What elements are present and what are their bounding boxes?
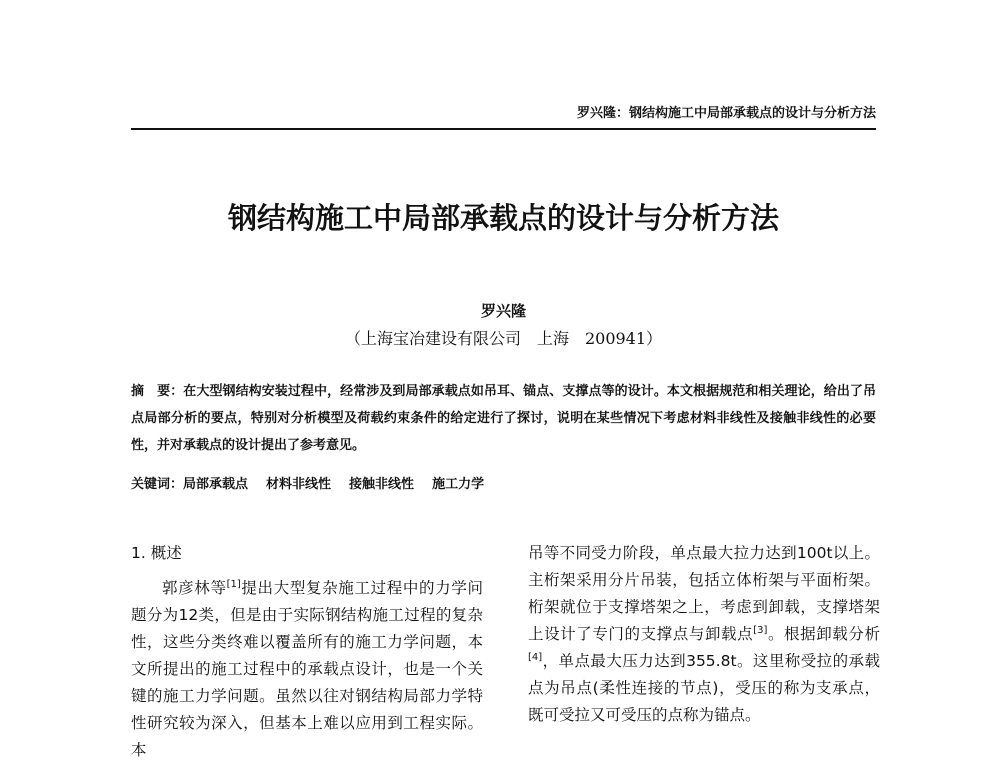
left-column — [131, 540, 483, 764]
section-heading-overview: 1. 概述 — [131, 544, 182, 562]
citation-ref: [4] — [528, 651, 543, 663]
keywords-label: 关键词： — [131, 477, 184, 492]
keyword: 施工力学 — [432, 477, 485, 492]
keyword: 材料非线性 — [266, 477, 332, 492]
right-column — [528, 540, 880, 729]
body-paragraph — [131, 575, 483, 764]
paper-title: 钢结构施工中局部承载点的设计与分析方法 — [227, 201, 779, 235]
abstract-label: 摘 要： — [131, 384, 184, 399]
paragraph-text: ，单点最大压力达到355.8t。这里称受拉的承载点为吊点(柔性连接的节点)，受压的称为支承点，既可受拉又可受压的点称为锚点。 — [528, 652, 880, 724]
paragraph-text: 提出大型复杂施工过程中的力学问题分为12类，但是由于实际钢结构施工过程的复杂性，这些分类终难以覆盖所有的施工力学问题，本文所提出的施工过程中的承载点设计，也是一个关键的施工力学问题。虽然以往对钢结构局部力学特性研究较为深入，但基本上难以应用到工程实际。本 — [131, 579, 483, 759]
abstract — [131, 378, 876, 459]
body-paragraph — [528, 540, 880, 729]
abstract-text: 在大型钢结构安装过程中，经常涉及到局部承载点如吊耳、锚点、支撑点等的设计。本文根据规范和相关理论，给出了吊点局部分析的要点，特别对分析模型及荷载约束条件的给定进行了探讨，说明在某些情况下考虑材料非线性及接触非线性的必要性，并对承载点的设计提出了参考意见。 — [131, 384, 876, 453]
paragraph-text: 。根据卸载分析 — [767, 625, 880, 643]
paragraph-text: 吊等不同受力阶段，单点最大拉力达到100t以上。主桁架采用分片吊装，包括立体桁架与平面桁架。桁架就位于支撑塔架之上，考虑到卸载，支撑塔架上设计了专门的支撑点与卸载点 — [528, 544, 880, 643]
citation-ref: [1] — [226, 578, 241, 590]
keywords — [131, 471, 876, 498]
author-affiliation: （上海宝冶建设有限公司 上海 200941） — [344, 329, 663, 348]
paragraph-text: 郭彦林等 — [162, 579, 227, 597]
running-header: 罗兴隆：钢结构施工中局部承载点的设计与分析方法 — [576, 106, 876, 121]
header-rule — [131, 128, 876, 130]
keyword: 局部承载点 — [183, 477, 249, 492]
keyword: 接触非线性 — [349, 477, 415, 492]
citation-ref: [3] — [753, 624, 768, 636]
author-name: 罗兴隆 — [480, 302, 526, 320]
